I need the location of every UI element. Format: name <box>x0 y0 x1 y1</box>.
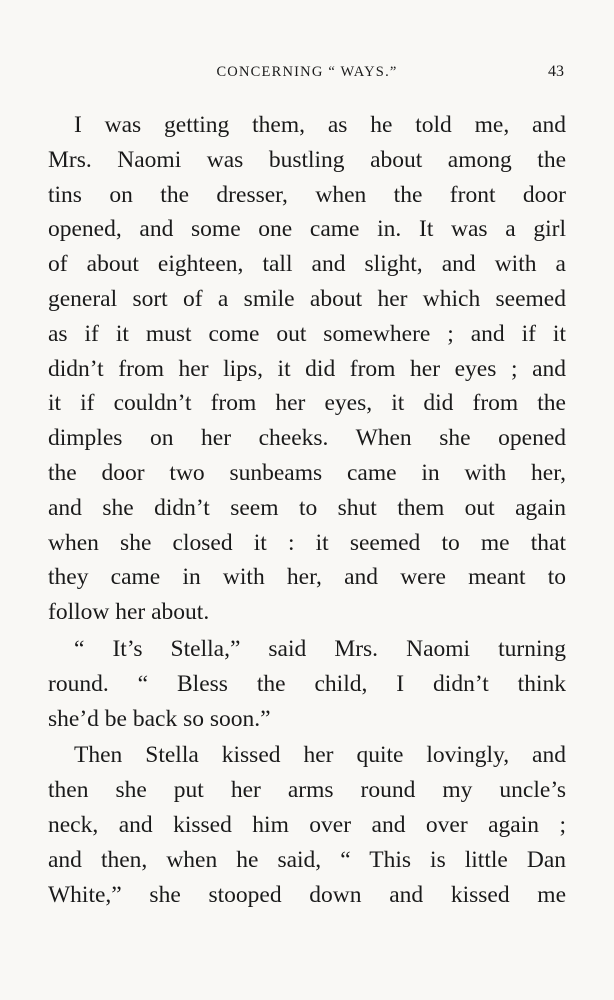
body-text <box>48 108 566 912</box>
text-line: I was getting them, as he told me, and <box>74 112 566 138</box>
page-number: 43 <box>548 63 564 80</box>
text-line: of about eighteen, tall and slight, and with a <box>48 251 566 278</box>
text-line: they came in with her, and were meant to <box>48 564 566 591</box>
text-line: round. “ Bless the child, I didn’t think <box>48 670 566 697</box>
text-line: dimples on her cheeks. When she opened <box>48 425 566 452</box>
text-line: she’d be back so soon.” <box>48 705 271 732</box>
text-line: tins on the dresser, when the front door <box>48 181 566 208</box>
text-line: White,” she stooped down and kissed me <box>48 881 566 908</box>
text-line: the door two sunbeams came in with her, <box>48 459 566 486</box>
text-line: general sort of a smile about her which seemed <box>48 285 566 312</box>
running-title: CONCERNING “ WAYS.” <box>216 64 398 80</box>
text-line: follow her about. <box>48 599 210 626</box>
text-line: “ It’s Stella,” said Mrs. Naomi turning <box>74 635 566 662</box>
text-line: when she closed it : it seemed to me that <box>48 529 566 556</box>
page-header <box>48 64 566 86</box>
text-line: it if couldn’t from her eyes, it did from the <box>48 390 566 417</box>
text-line: and she didn’t seem to shut them out again <box>48 494 566 521</box>
text-line: didn’t from her lips, it did from her eyes ; and <box>48 355 566 382</box>
text-line: neck, and kissed him over and over again ; <box>48 811 566 838</box>
text-line: Then Stella kissed her quite lovingly, and <box>74 742 566 769</box>
text-line: as if it must come out somewhere ; and if it <box>48 320 566 347</box>
text-line: then she put her arms round my uncle’s <box>48 777 566 804</box>
text-line: opened, and some one came in. It was a girl <box>48 216 566 243</box>
text-line: Mrs. Naomi was bustling about among the <box>48 146 566 173</box>
text-line: and then, when he said, “ This is little Dan <box>48 846 566 873</box>
